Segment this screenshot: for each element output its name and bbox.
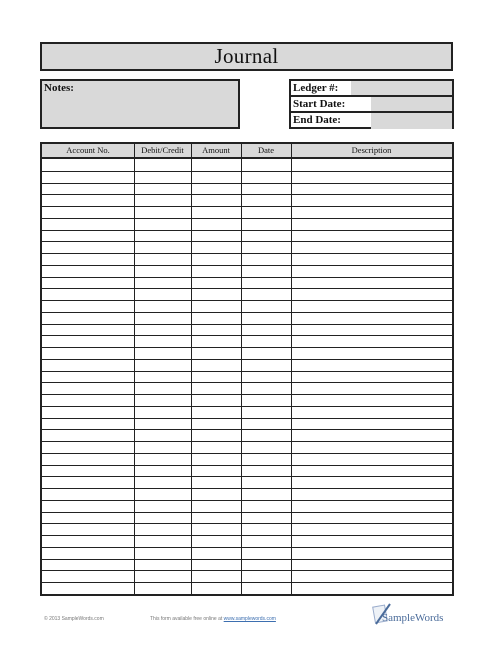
table-row-line <box>42 277 452 278</box>
table-row-line <box>42 230 452 231</box>
table-row-line <box>42 500 452 501</box>
table-row-line <box>42 206 452 207</box>
table-row-line <box>42 218 452 219</box>
table-row-line <box>42 312 452 313</box>
ledger-number-row[interactable] <box>291 81 452 97</box>
ledger-number-field[interactable] <box>351 81 452 95</box>
column-header-account-no: Account No. <box>66 145 110 155</box>
table-row-line <box>42 253 452 254</box>
column-header-debit-credit: Debit/Credit <box>141 145 184 155</box>
table-row-line <box>42 512 452 513</box>
table-row-line <box>42 453 452 454</box>
start-date-row[interactable] <box>291 97 452 113</box>
table-row-line <box>42 476 452 477</box>
footer-copyright: © 2013 SampleWords.com <box>44 616 104 622</box>
notes-box[interactable] <box>40 79 240 129</box>
table-row-line <box>42 488 452 489</box>
table-row-line <box>42 241 452 242</box>
footer-link[interactable]: www.samplewords.com <box>223 616 276 622</box>
brand-name: SampleWords <box>382 612 444 624</box>
journal-table <box>40 142 454 596</box>
footer-note <box>150 616 276 622</box>
table-row-line <box>42 183 452 184</box>
column-divider <box>291 144 292 594</box>
table-row-line <box>42 194 452 195</box>
page-title: Journal <box>214 44 279 68</box>
column-divider <box>241 144 242 594</box>
end-date-field[interactable] <box>371 113 452 129</box>
column-header-date: Date <box>257 145 275 155</box>
table-row-line <box>42 429 452 430</box>
table-row-line <box>42 394 452 395</box>
column-header-amount: Amount <box>202 145 230 155</box>
table-row-line <box>42 324 452 325</box>
table-row-line <box>42 559 452 560</box>
table-row-line <box>42 171 452 172</box>
ledger-info-box <box>289 79 454 129</box>
start-date-label: Start Date: <box>293 98 346 110</box>
table-row-line <box>42 288 452 289</box>
table-row-line <box>42 418 452 419</box>
table-row-line <box>42 547 452 548</box>
column-header-description: Description <box>351 145 392 155</box>
table-row-line <box>42 465 452 466</box>
journal-title-box <box>40 42 453 71</box>
footer-note-text: This form available free online at <box>150 616 223 622</box>
table-row-line <box>42 535 452 536</box>
column-divider <box>134 144 135 594</box>
table-header-row <box>42 144 452 159</box>
table-row-line <box>42 359 452 360</box>
ledger-number-label: Ledger #: <box>293 82 339 94</box>
table-row-line <box>42 371 452 372</box>
column-divider <box>191 144 192 594</box>
table-row-line <box>42 406 452 407</box>
table-row-line <box>42 570 452 571</box>
table-row-line <box>42 347 452 348</box>
end-date-row[interactable] <box>291 113 452 129</box>
samplewords-logo <box>368 600 458 630</box>
notes-label: Notes: <box>44 82 74 94</box>
table-row-line <box>42 335 452 336</box>
start-date-field[interactable] <box>371 97 452 111</box>
table-row-line <box>42 300 452 301</box>
table-row-line <box>42 441 452 442</box>
table-row-line <box>42 523 452 524</box>
end-date-label: End Date: <box>293 114 341 126</box>
table-row-line <box>42 265 452 266</box>
table-row-line <box>42 382 452 383</box>
table-row-line <box>42 582 452 583</box>
